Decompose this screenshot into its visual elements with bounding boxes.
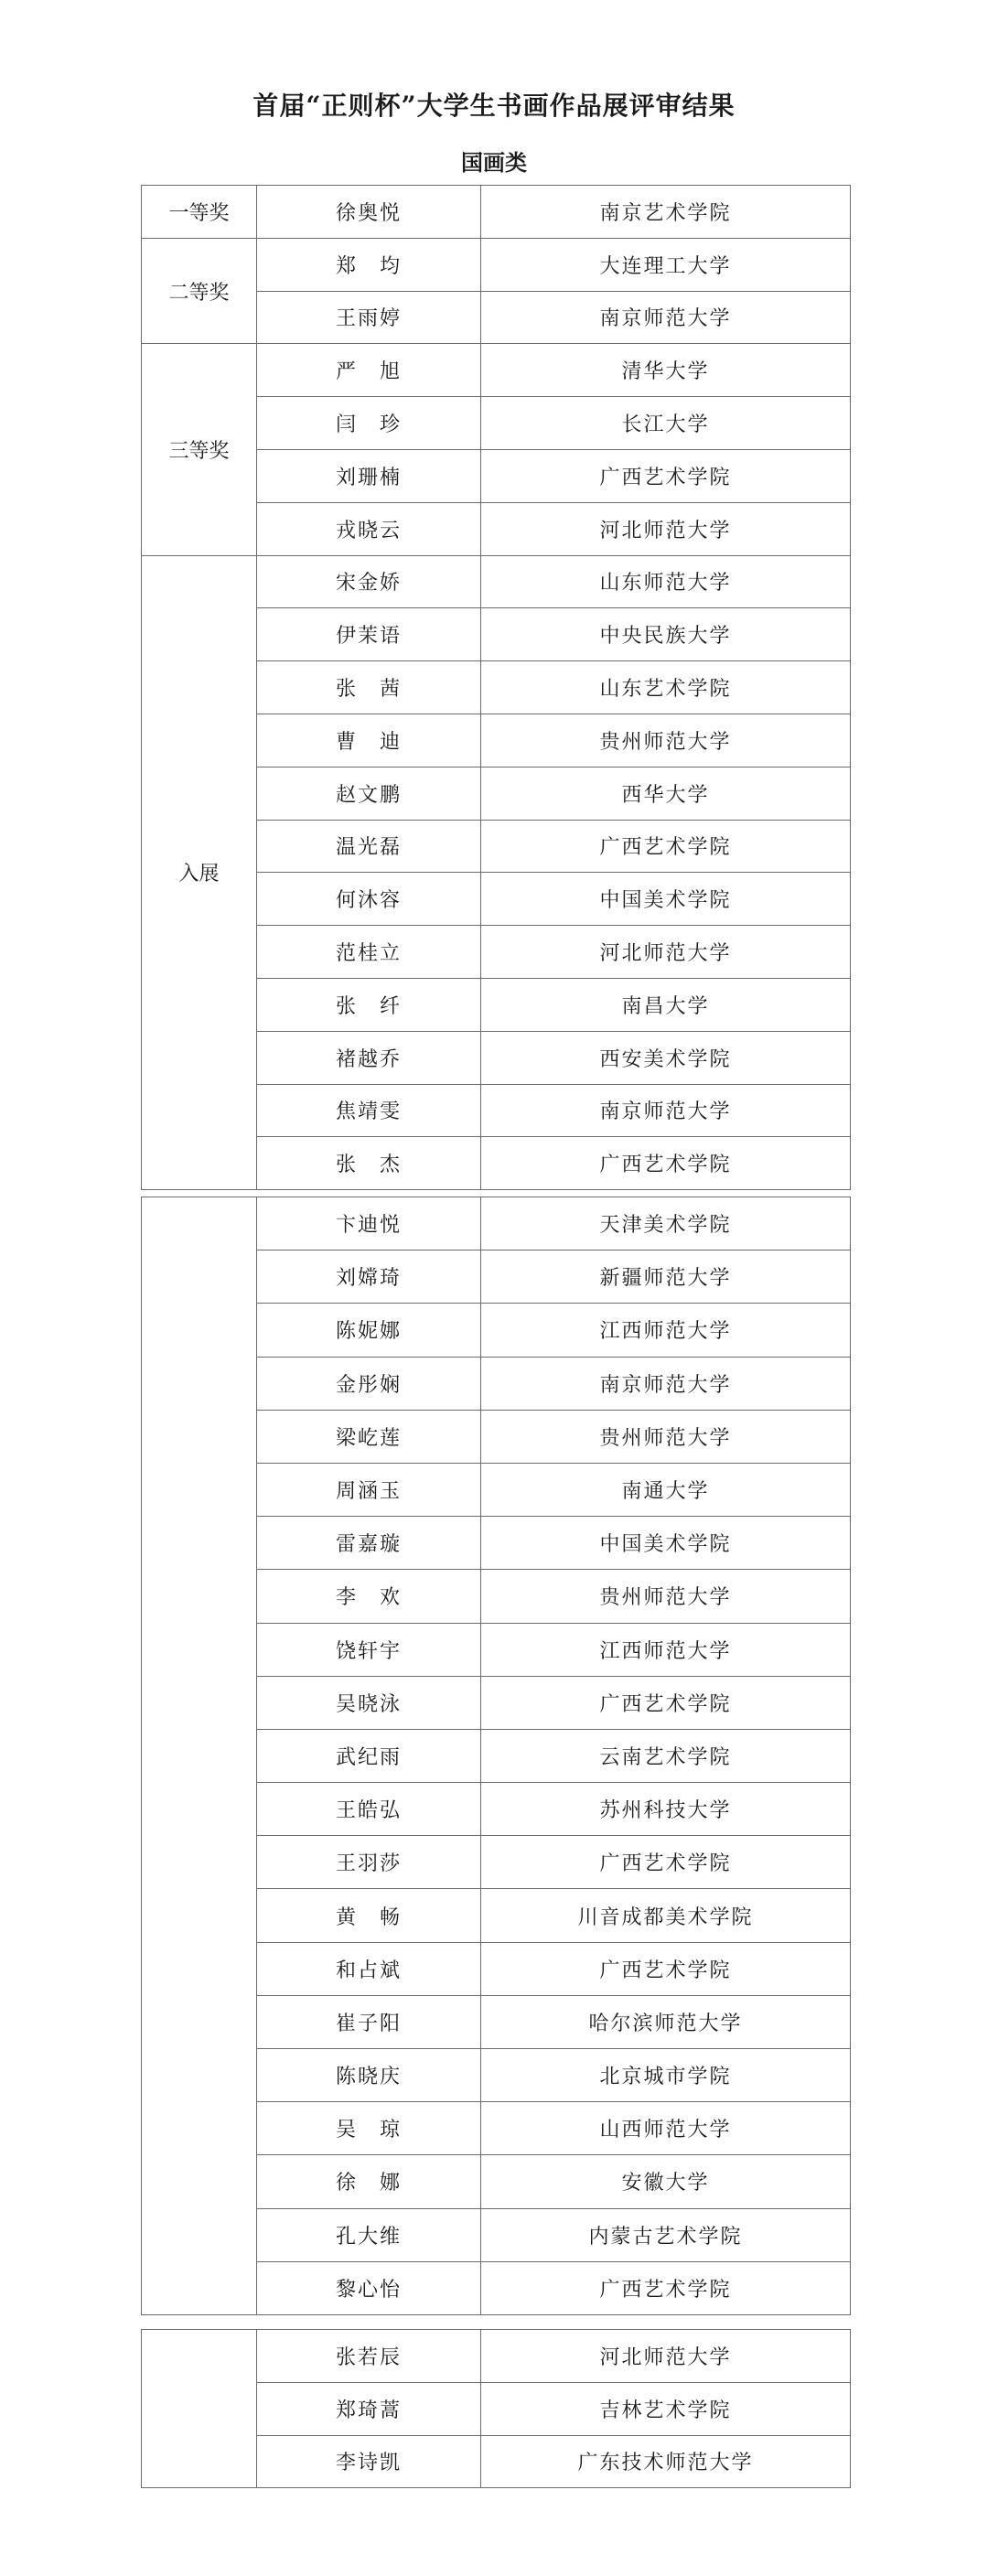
results-table-3	[141, 2329, 851, 2488]
name-cell: 李诗凯	[257, 2435, 481, 2488]
name-cell: 宋金娇	[257, 555, 481, 608]
name-cell: 王羽莎	[257, 1836, 481, 1889]
name-cell: 张 杰	[257, 1137, 481, 1190]
school-cell: 河北师范大学	[481, 2330, 851, 2383]
table-row	[142, 555, 851, 608]
name-cell: 闫 珍	[257, 397, 481, 450]
name-cell: 范桂立	[257, 926, 481, 979]
school-cell: 南京师范大学	[481, 1084, 851, 1137]
name-cell: 徐奥悦	[257, 186, 481, 239]
name-cell: 吴晓泳	[257, 1676, 481, 1729]
name-cell: 崔子阳	[257, 1995, 481, 2048]
table-row	[142, 344, 851, 397]
school-cell: 广西艺术学院	[481, 1676, 851, 1729]
school-cell: 天津美术学院	[481, 1197, 851, 1250]
name-cell: 何沐容	[257, 873, 481, 926]
school-cell: 西华大学	[481, 767, 851, 820]
name-cell: 曹 迪	[257, 714, 481, 767]
page-title: 首届“正则杯”大学生书画作品展评审结果	[252, 91, 736, 121]
school-cell: 广西艺术学院	[481, 449, 851, 502]
name-cell: 王雨婷	[257, 291, 481, 344]
name-cell: 陈妮娜	[257, 1304, 481, 1357]
school-cell: 广西艺术学院	[481, 2261, 851, 2314]
school-cell: 大连理工大学	[481, 238, 851, 291]
award-cell: 入展	[142, 555, 257, 1190]
name-cell: 黄 畅	[257, 1889, 481, 1942]
school-cell: 中国美术学院	[481, 1517, 851, 1570]
name-cell: 刘嫦琦	[257, 1250, 481, 1304]
name-cell: 周涵玉	[257, 1463, 481, 1516]
name-cell: 张 纤	[257, 978, 481, 1031]
name-cell: 褚越乔	[257, 1031, 481, 1084]
name-cell: 戎晓云	[257, 502, 481, 555]
school-cell: 广西艺术学院	[481, 1942, 851, 1995]
name-cell: 张若辰	[257, 2330, 481, 2383]
table-row	[142, 1197, 851, 1250]
name-cell: 赵文鹏	[257, 767, 481, 820]
name-cell: 张 茜	[257, 661, 481, 714]
name-cell: 金彤娴	[257, 1357, 481, 1410]
table-row	[142, 2330, 851, 2383]
name-cell: 伊茉语	[257, 608, 481, 661]
school-cell: 安徽大学	[481, 2155, 851, 2208]
award-cell: 三等奖	[142, 344, 257, 555]
school-cell: 贵州师范大学	[481, 1570, 851, 1623]
name-cell: 焦靖雯	[257, 1084, 481, 1137]
name-cell: 王皓弘	[257, 1783, 481, 1836]
name-cell: 卞迪悦	[257, 1197, 481, 1250]
name-cell: 陈晓庆	[257, 2049, 481, 2102]
name-cell: 黎心怡	[257, 2261, 481, 2314]
name-cell: 郑琦蒿	[257, 2382, 481, 2435]
school-cell: 中国美术学院	[481, 873, 851, 926]
school-cell: 贵州师范大学	[481, 714, 851, 767]
school-cell: 南京艺术学院	[481, 186, 851, 239]
name-cell: 严 旭	[257, 344, 481, 397]
name-cell: 武纪雨	[257, 1729, 481, 1782]
school-cell: 江西师范大学	[481, 1304, 851, 1357]
school-cell: 内蒙古艺术学院	[481, 2208, 851, 2261]
name-cell: 徐 娜	[257, 2155, 481, 2208]
school-cell: 河北师范大学	[481, 502, 851, 555]
school-cell: 南昌大学	[481, 978, 851, 1031]
school-cell: 西安美术学院	[481, 1031, 851, 1084]
name-cell: 梁屹莲	[257, 1410, 481, 1463]
name-cell: 吴 琼	[257, 2102, 481, 2155]
award-cell: 一等奖	[142, 186, 257, 239]
name-cell: 李 欢	[257, 1570, 481, 1623]
award-cell	[142, 2330, 257, 2488]
school-cell: 长江大学	[481, 397, 851, 450]
school-cell: 河北师范大学	[481, 926, 851, 979]
name-cell: 孔大维	[257, 2208, 481, 2261]
school-cell: 新疆师范大学	[481, 1250, 851, 1304]
award-cell: 二等奖	[142, 238, 257, 344]
school-cell: 山东艺术学院	[481, 661, 851, 714]
school-cell: 广西艺术学院	[481, 820, 851, 873]
school-cell: 南通大学	[481, 1463, 851, 1516]
name-cell: 温光磊	[257, 820, 481, 873]
table-row	[142, 186, 851, 239]
school-cell: 南京师范大学	[481, 1357, 851, 1410]
name-cell: 饶轩宇	[257, 1623, 481, 1676]
school-cell: 中央民族大学	[481, 608, 851, 661]
name-cell: 刘珊楠	[257, 449, 481, 502]
school-cell: 山西师范大学	[481, 2102, 851, 2155]
school-cell: 清华大学	[481, 344, 851, 397]
name-cell: 雷嘉璇	[257, 1517, 481, 1570]
school-cell: 山东师范大学	[481, 555, 851, 608]
school-cell: 南京师范大学	[481, 291, 851, 344]
school-cell: 北京城市学院	[481, 2049, 851, 2102]
table-row	[142, 238, 851, 291]
school-cell: 云南艺术学院	[481, 1729, 851, 1782]
school-cell: 广西艺术学院	[481, 1137, 851, 1190]
school-cell: 广西艺术学院	[481, 1836, 851, 1889]
name-cell: 郑 均	[257, 238, 481, 291]
results-table-2	[141, 1197, 851, 2315]
school-cell: 川音成都美术学院	[481, 1889, 851, 1942]
school-cell: 苏州科技大学	[481, 1783, 851, 1836]
school-cell: 贵州师范大学	[481, 1410, 851, 1463]
award-cell	[142, 1197, 257, 2315]
school-cell: 江西师范大学	[481, 1623, 851, 1676]
results-table-1	[141, 185, 851, 1190]
name-cell: 和占斌	[257, 1942, 481, 1995]
school-cell: 吉林艺术学院	[481, 2382, 851, 2435]
category-heading: 国画类	[461, 149, 527, 176]
school-cell: 哈尔滨师范大学	[481, 1995, 851, 2048]
school-cell: 广东技术师范大学	[481, 2435, 851, 2488]
